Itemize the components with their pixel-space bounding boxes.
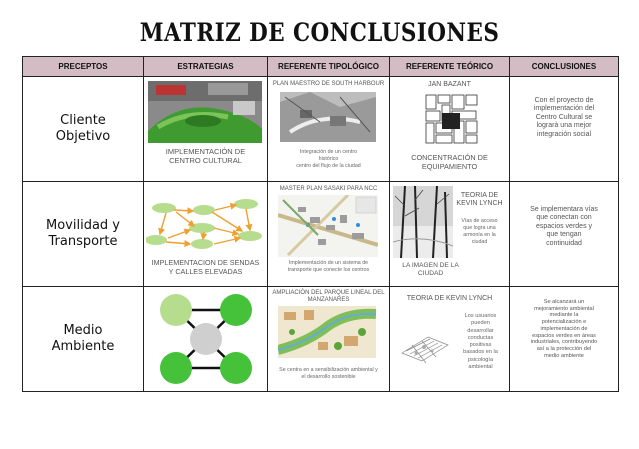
header-preceptos: PRECEPTOS — [23, 57, 144, 77]
estrategia-caption: IMPLEMENTACION DE SENDAS Y CALLES ELEVADAS — [151, 258, 260, 276]
conclusion-text: Se alcanzará un mejoramiento ambiental mediante la potencialización e implementación de espacios verdes en áreas industriales, contribuyendo así a la protección del medio ambiente — [530, 299, 598, 359]
tipologico-cell — [268, 182, 390, 287]
precepto-cell — [23, 77, 144, 182]
conclusion-cell — [510, 182, 619, 287]
tipologico-title: MASTER PLAN SASAKI PARA NCC — [279, 186, 378, 192]
tipologico-cell — [268, 287, 390, 392]
header-estrategias: ESTRATEGIAS — [144, 57, 268, 77]
teorico-cell — [390, 77, 510, 182]
page-title: MATRIZ DE CONCLUSIONES — [139, 18, 500, 47]
teorico-note: Vías de acceso que logra una armonía en la ciudad — [461, 218, 498, 245]
sasaki-master-plan-image — [278, 195, 378, 257]
header-referente-teorico: REFERENTE TEÓRICO — [390, 57, 510, 77]
teorico-title: TEORIA DE KEVIN LYNCH — [456, 192, 503, 208]
tipologico-caption: Se centra en a sensibilización ambiental y el desarrollo sostenible — [279, 367, 378, 380]
precepto-cell — [23, 287, 144, 392]
paths-network-diagram — [146, 198, 264, 252]
tipologico-title: AMPLIACIÓN DEL PARQUE LINEAL DEL MANZANARES — [272, 290, 385, 303]
header-referente-tipologico: REFERENTE TIPOLÓGICO — [268, 57, 390, 77]
tipologico-cell — [268, 77, 390, 182]
conclusion-text: Con el proyecto de implementación del Centro Cultural se lograrà una mejor integración social — [533, 97, 595, 138]
teorico-title: TEORIA DE KEVIN LYNCH — [406, 295, 493, 302]
precepto-label: Cliente Objetivo — [55, 113, 111, 144]
table-row — [23, 77, 619, 182]
forest-photo-image — [393, 186, 453, 258]
estrategia-cell — [144, 287, 268, 392]
tipologico-title: PLAN MAESTRO DE SOUTH HARBOUR — [272, 81, 385, 87]
tipologico-caption: Integración de un centro histórico centro del flujo de la ciudad — [296, 149, 361, 169]
table-row — [23, 287, 619, 392]
conclusion-cell — [510, 287, 619, 392]
precepto-label: Medio Ambiente — [51, 323, 115, 354]
conclusions-matrix — [22, 56, 619, 392]
estrategia-cell — [144, 77, 268, 182]
equipment-grid-diagram — [424, 93, 479, 146]
teorico-cell — [390, 182, 510, 287]
green-network-diagram — [154, 291, 258, 387]
tipologico-caption: Implementación de un sistema de transporte que conecte los centros — [287, 260, 370, 273]
teorico-caption: CONCENTRACIÓN DE EQUIPAMIENTO — [411, 153, 488, 172]
header-conclusiones: CONCLUSIONES — [510, 57, 619, 77]
precepto-cell — [23, 182, 144, 287]
table-row — [23, 182, 619, 287]
conclusion-cell — [510, 77, 619, 182]
precepto-label: Movilidad y Transporte — [46, 218, 120, 249]
teorico-caption: LA IMAGEN DE LA CIUDAD — [402, 262, 459, 278]
estrategia-caption: IMPLEMENTACIÓN DE CENTRO CULTURAL — [165, 147, 246, 166]
teorico-cell — [390, 287, 510, 392]
environmental-psychology-sketch — [398, 323, 452, 369]
conclusion-text: Se implementara vías que conectan con espacios verdes y que tengan continuidad — [530, 206, 598, 247]
south-harbour-plan-image — [280, 92, 376, 142]
estrategia-cell — [144, 182, 268, 287]
linear-park-plan-image — [278, 306, 376, 358]
teorico-note: Los usuarios pueden desarrollar conductas positivas basados en la psicología ambiental — [463, 313, 498, 370]
cultural-center-render-image — [148, 81, 262, 143]
teorico-title: JAN BAZANT — [428, 81, 471, 88]
